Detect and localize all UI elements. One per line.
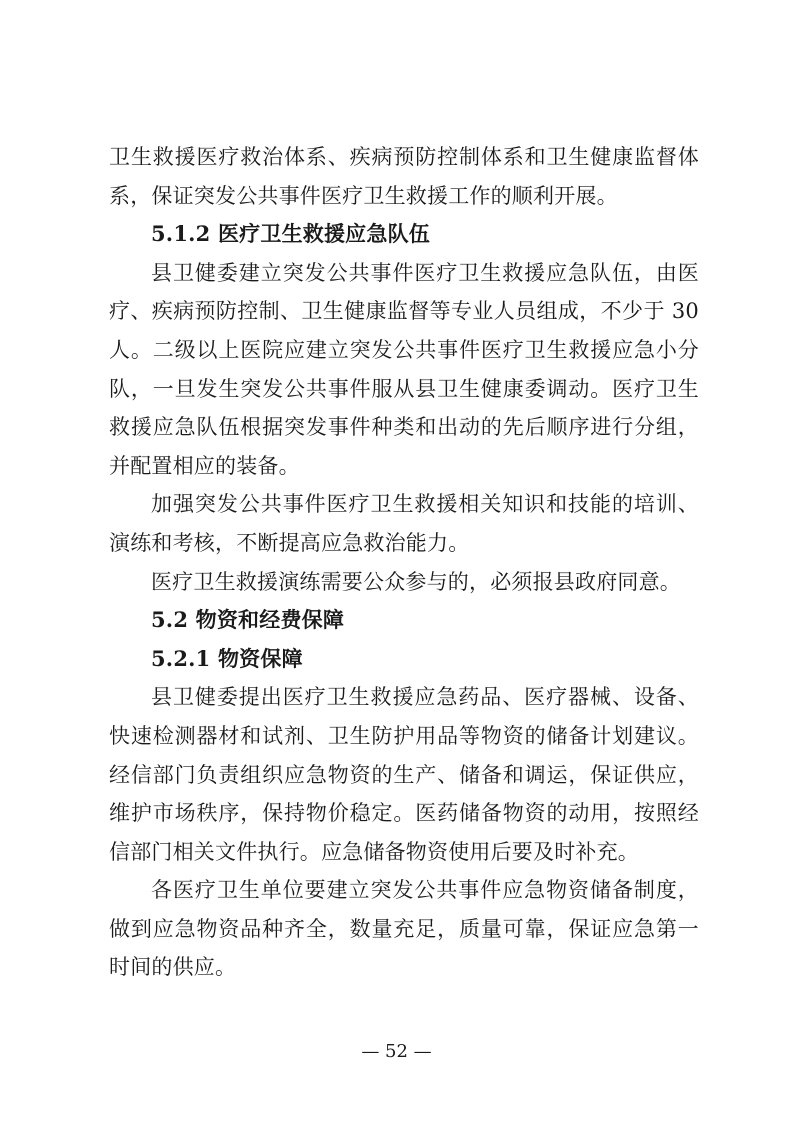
page-number: — 52 — [361, 1041, 432, 1062]
paragraph-continuation: 卫生救援医疗救治体系、疾病预防控制体系和卫生健康监督体系，保证突发公共事件医疗卫生救援工作的顺利开展。 [109, 145, 699, 208]
paragraph-reserve-system: 各医疗卫生单位要建立突发公共事件应急物资储备制度，做到应急物资品种齐全，数量充足，质量可靠，保证应急第一时间的供应。 [109, 878, 699, 980]
section-heading-5-2: 5.2 物资和经费保障 [151, 607, 345, 633]
paragraph-drill-approval: 医疗卫生救援演练需要公众参与的，必须报县政府同意。 [151, 569, 681, 594]
paragraph-emergency-team: 县卫健委建立突发公共事件医疗卫生救援应急队伍，由医疗、疾病预防控制、卫生健康监督等专业人员组成，不少于 30 人。二级以上医院应建立突发公共事件医疗卫生救援应急小分队，一旦发生突发公共事件服从县卫生健康委调动。医疗卫生救援应急队伍根据突发事件种类和出动的先后顺序进行分组，并配置相应的装备。 [109, 260, 699, 478]
document-body [109, 138, 699, 987]
paragraph-material-reserve: 县卫健委提出医疗卫生救援应急药品、医疗器械、设备、快速检测器材和试剂、卫生防护用品等物资的储备计划建议。经信部门负责组织应急物资的生产、储备和调运，保证供应，维护市场秩序，保持物价稳定。医药储备物资的动用，按照经信部门相关文件执行。应急储备物资使用后要及时补充。 [109, 685, 699, 864]
paragraph-training: 加强突发公共事件医疗卫生救援相关知识和技能的培训、演练和考核，不断提高应急救治能力。 [109, 492, 699, 555]
section-heading-5-1-2: 5.1.2 医疗卫生救援应急队伍 [151, 221, 430, 247]
section-heading-5-2-1: 5.2.1 物资保障 [151, 645, 303, 671]
